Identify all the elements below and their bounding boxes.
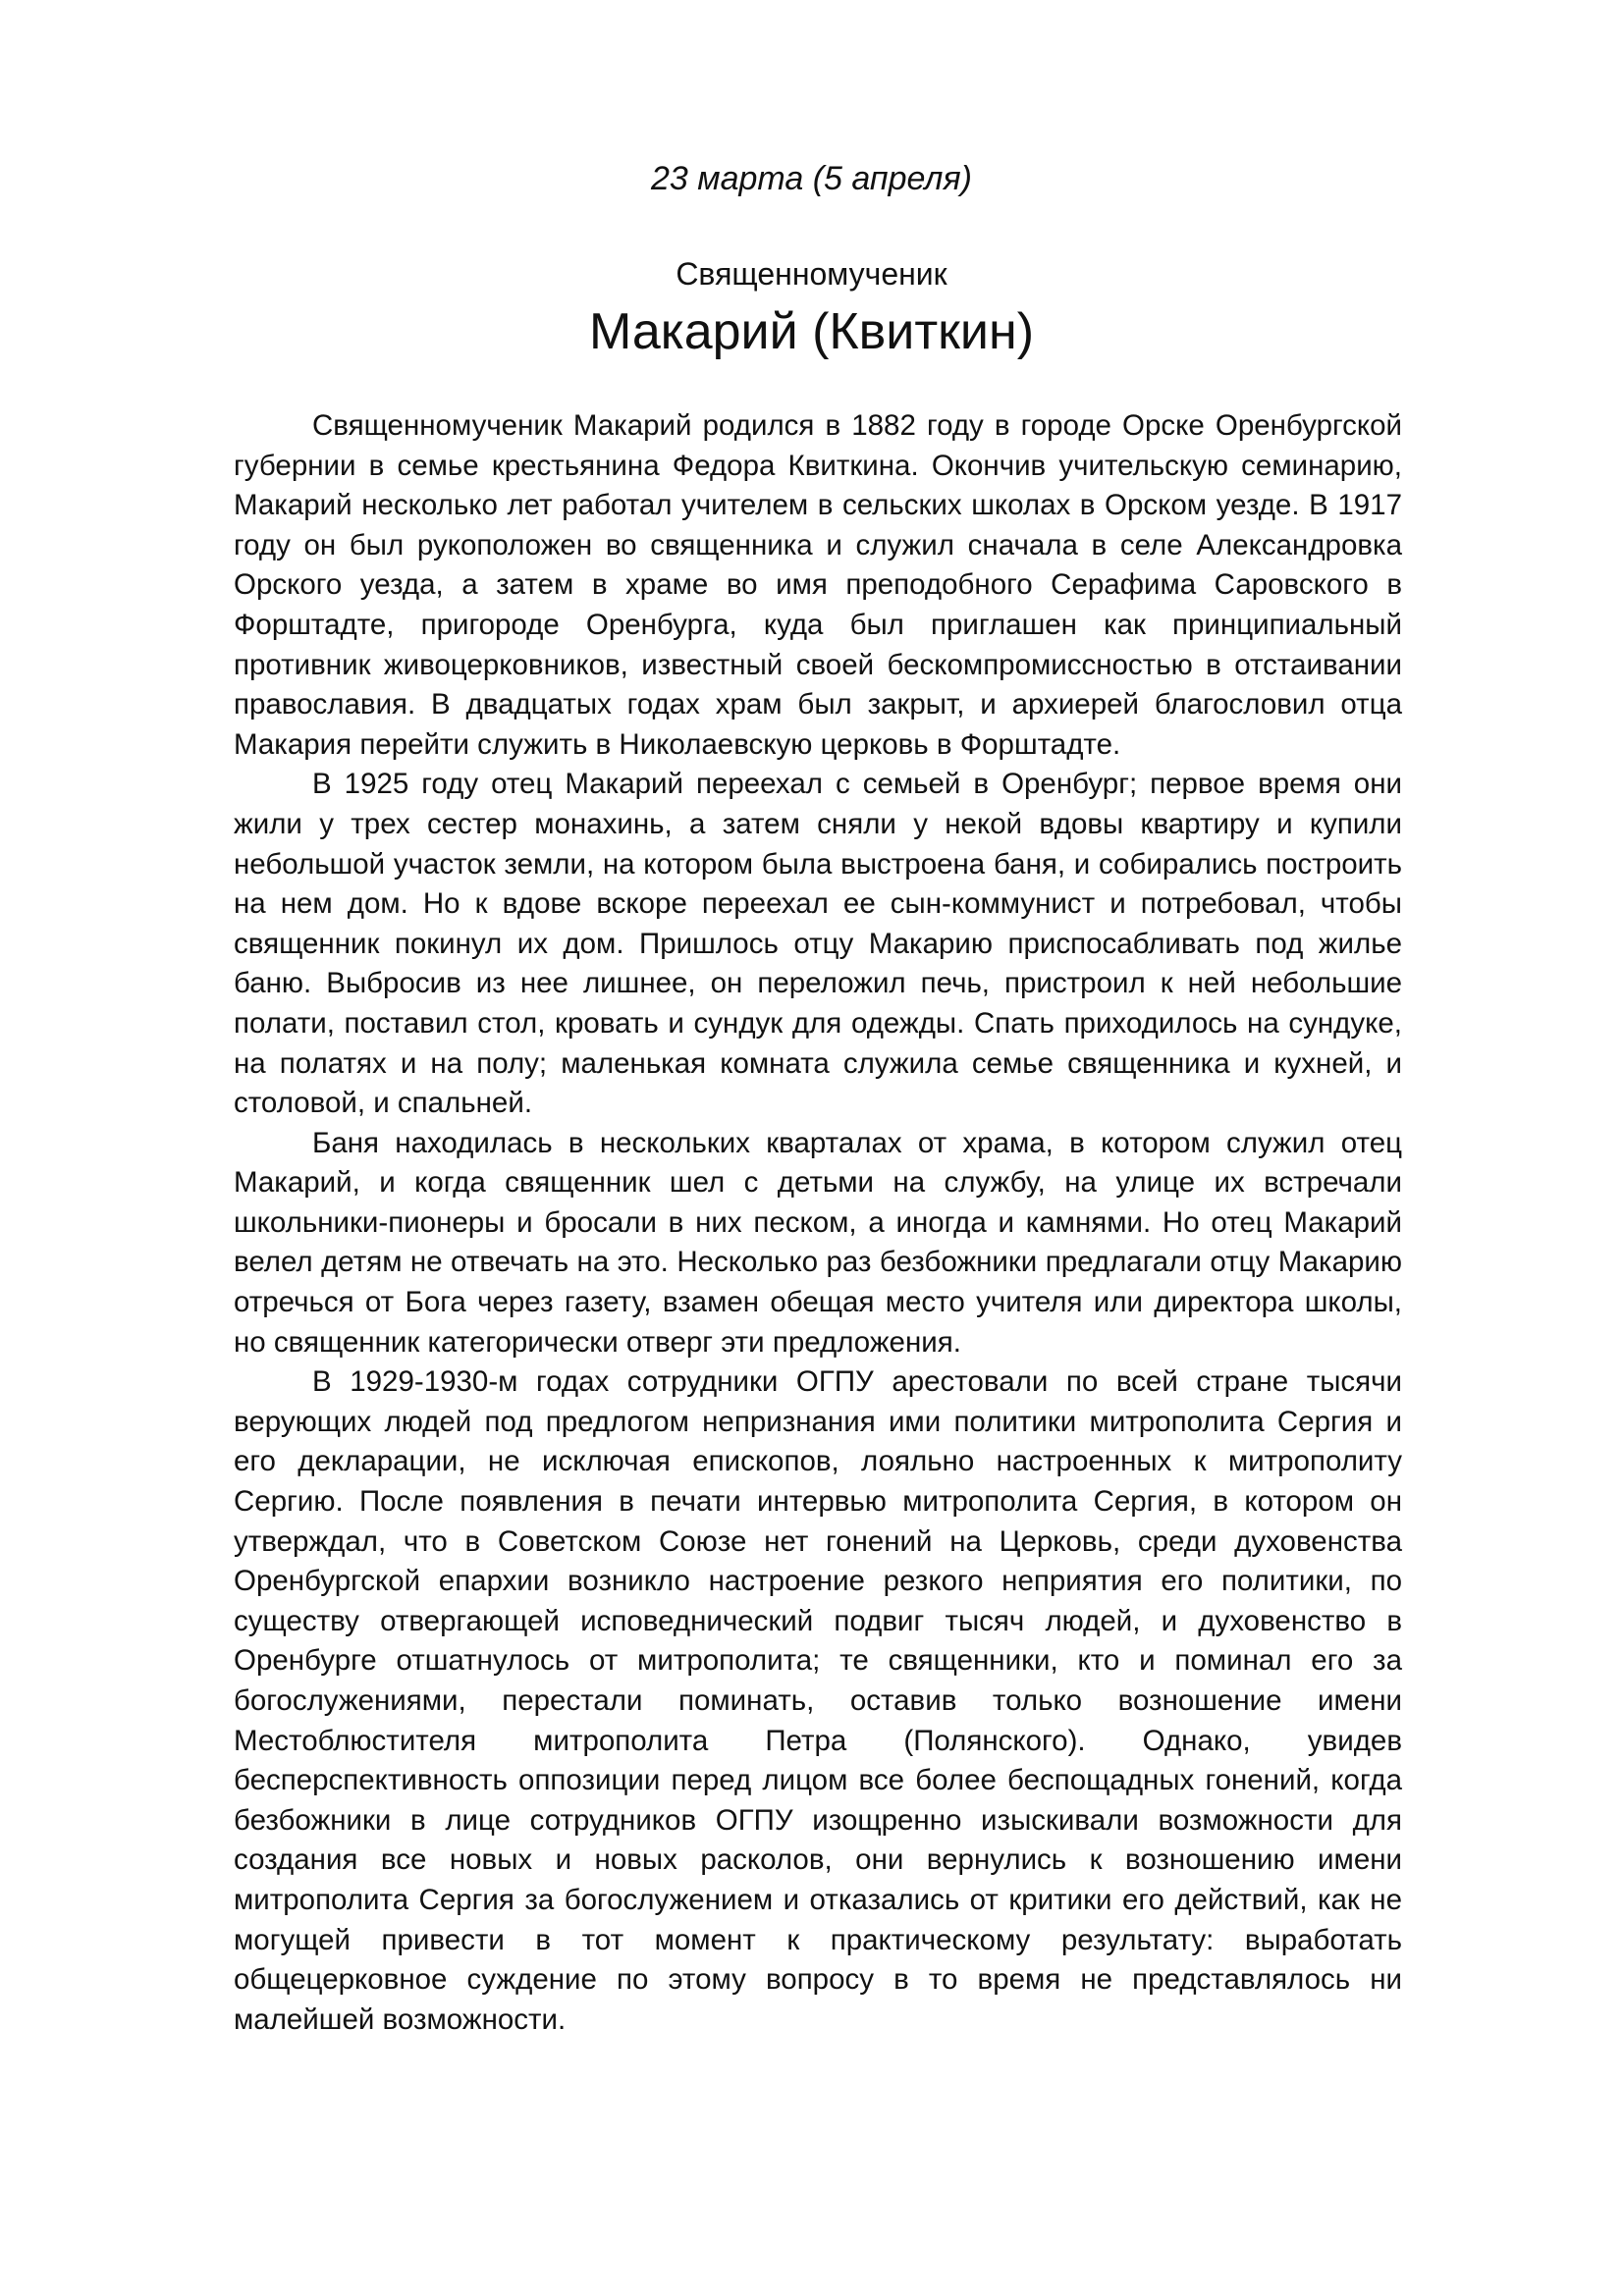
paragraph-2: В 1925 году отец Макарий переехал с семьей в Оренбург; первое время они жили у трех сестер монахинь, а затем сняли у некой вдовы квартиру и купили небольшой участок земли, на котором была выстроена баня, и собирались построить на нем дом. Но к вдове вскоре переехал ее сын-коммунист и потребовал, чтобы священник покинул их дом. Пришлось отцу Макарию приспосабливать под жилье баню. Выбросив из нее лишнее, он переложил печь, пристроил к ней небольшие полати, поставил стол, кровать и сундук для одежды. Спать приходилось на сундуке, на полатях и на полу; маленькая комната служила семье священника и кухней, и столовой, и спальней. — [234, 768, 1402, 1120]
paragraph-1: Священномученик Макарий родился в 1882 году в городе Орске Оренбургской губернии в семье крестьянина Федора Квиткина. Окончив учительскую семинарию, Макарий несколько лет работал учителем в сельских школах в Орском уезде. В 1917 году он был рукоположен во священника и служил сначала в селе Александровка Орского уезда, а затем в храме во имя преподобного Серафима Саровского в Форштадте, пригороде Оренбурга, куда был приглашен как принципиальный противник живоцерковников, известный своей бескомпромиссностью в отстаивании православия. В двадцатых годах храм был закрыт, и архиерей благословил отца Макария перейти служить в Николаевскую церковь в Форштадте. — [234, 409, 1402, 761]
saint-name-heading: Макарий (Квиткин) — [588, 303, 1035, 360]
rank-heading: Священномученик — [676, 256, 947, 292]
article-body — [234, 406, 1402, 2040]
date-heading: 23 марта (5 апреля) — [651, 160, 972, 197]
paragraph-4: В 1929-1930-м годах сотрудники ОГПУ арестовали по всей стране тысячи верующих людей под предлогом непризнания ими политики митрополита Сергия и его декларации, не исключая епископов, лояльно настроенных к митрополиту Сергию. После появления в печати интервью митрополита Сергия, в котором он утверждал, что в Советском Союзе нет гонений на Церковь, среди духовенства Оренбургской епархии возникло настроение резкого неприятия его политики, по существу отвергающей исповеднический подвиг тысяч людей, и духовенство в Оренбурге отшатнулось от митрополита; те священники, кто и поминал его за богослужениями, перестали поминать, оставив только возношение имени Местоблюстителя митрополита Петра (Полянского). Однако, увидев бесперспективность оппозиции перед лицом все более беспощадных гонений, когда безбожники в лице сотрудников ОГПУ изощренно изыскивали возможности для создания все новых и новых расколов, они вернулись к возношению имени митрополита Сергия за богослужением и отказались от критики его действий, как не могущей привести в тот момент к практическому результату: выработать общецерковное суждение по этому вопросу в то время не представлялось ни малейшей возможности. — [234, 1365, 1402, 2036]
paragraph-3: Баня находилась в нескольких кварталах от храма, в котором служил отец Макарий, и когда священник шел с детьми на службу, на улице их встречали школьники-пионеры и бросали в них песком, а иногда и камнями. Но отец Макарий велел детям не отвечать на это. Несколько раз безбожники предлагали отцу Макарию отречься от Бога через газету, взамен обещая место учителя или директора школы, но священник категорически отверг эти предложения. — [234, 1126, 1402, 1359]
